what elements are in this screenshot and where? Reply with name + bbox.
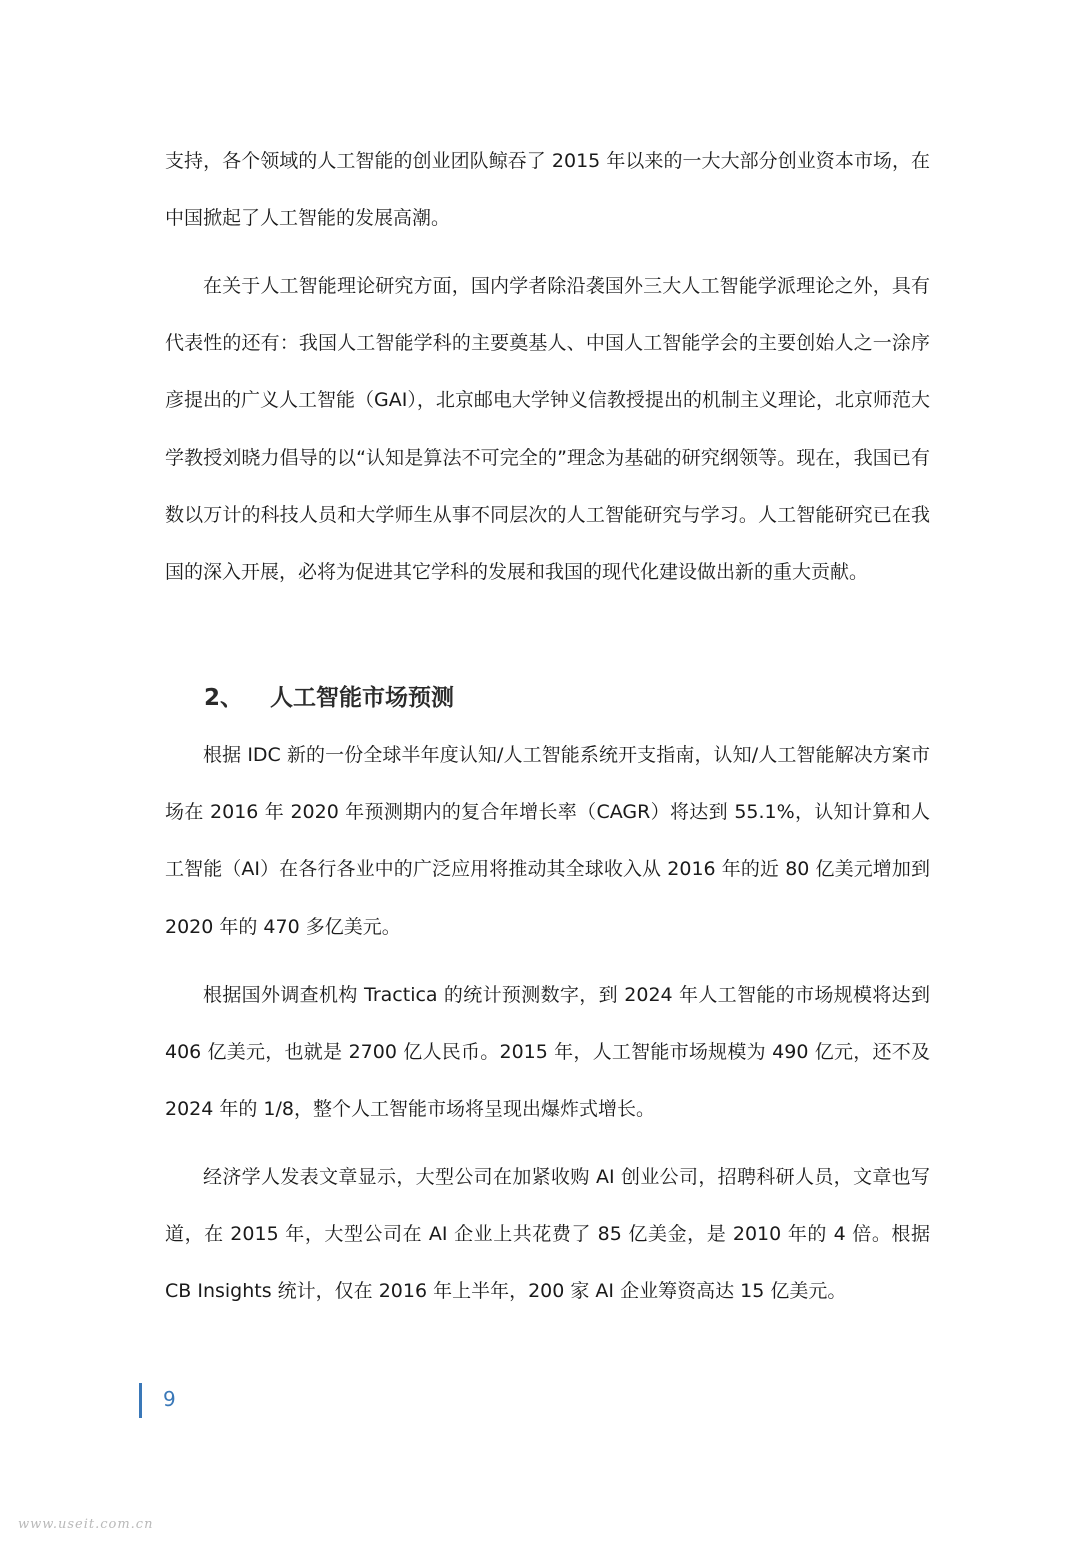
watermark: www.useit.com.cn — [18, 1517, 154, 1532]
paragraph-domestic-ai-theory: 在关于人工智能理论研究方面，国内学者除沿袭国外三大人工智能学派理论之外，具有代表性的还有：我国人工智能学科的主要奠基人、中国人工智能学会的主要创始人之一涂序彦提出的广义人工智能（GAI），北京邮电大学钟义信教授提出的机制主义理论，北京师范大学教授刘晓力倡导的以“认知是算法不可完全的”理念为基础的研究纲领等。现在，我国已有数以万计的科技人员和大学师生从事不同层次的人工智能研究与学习。人工智能研究已在我国的深入开展，必将为促进其它学科的发展和我国的现代化建设做出新的重大贡献。 — [165, 275, 930, 584]
section-title: 人工智能市场预测 — [270, 685, 454, 711]
paragraph-tractica-forecast: 根据国外调查机构 Tractica 的统计预测数字，到 2024 年人工智能的市场规模将达到 406 亿美元，也就是 2700 亿人民币。2015 年，人工智能市场规模为 490 亿元，还不及 2024 年的 1/8，整个人工智能市场将呈现出爆炸式增长。 — [165, 984, 930, 1121]
paragraph-ai-startup-capital: 支持，各个领域的人工智能的创业团队鲸吞了 2015 年以来的一大大部分创业资本市场，在中国掀起了人工智能的发展高潮。 — [165, 150, 930, 230]
paragraph-idc-forecast: 根据 IDC 新的一份全球半年度认知/人工智能系统开支指南，认知/人工智能解决方案市场在 2016 年 2020 年预测期内的复合年增长率（CAGR）将达到 55.1%，认知计算和人工智能（AI）在各行各业中的广泛应用将推动其全球收入从 2016 年的近 80 亿美元增加到 2020 年的 470 多亿美元。 — [165, 744, 930, 938]
section-heading — [204, 676, 454, 720]
page-number: 9 — [163, 1387, 176, 1411]
paragraph-economist-report: 经济学人发表文章显示，大型公司在加紧收购 AI 创业公司，招聘科研人员，文章也写道，在 2015 年，大型公司在 AI 企业上共花费了 85 亿美金，是 2010 年的 4 倍。根据 CB Insights 统计，仅在 2016 年上半年，200 家 AI 企业筹资高达 15 亿美元。 — [165, 1166, 930, 1303]
section-number: 2、 — [204, 685, 244, 711]
footer-accent-bar — [139, 1383, 142, 1418]
